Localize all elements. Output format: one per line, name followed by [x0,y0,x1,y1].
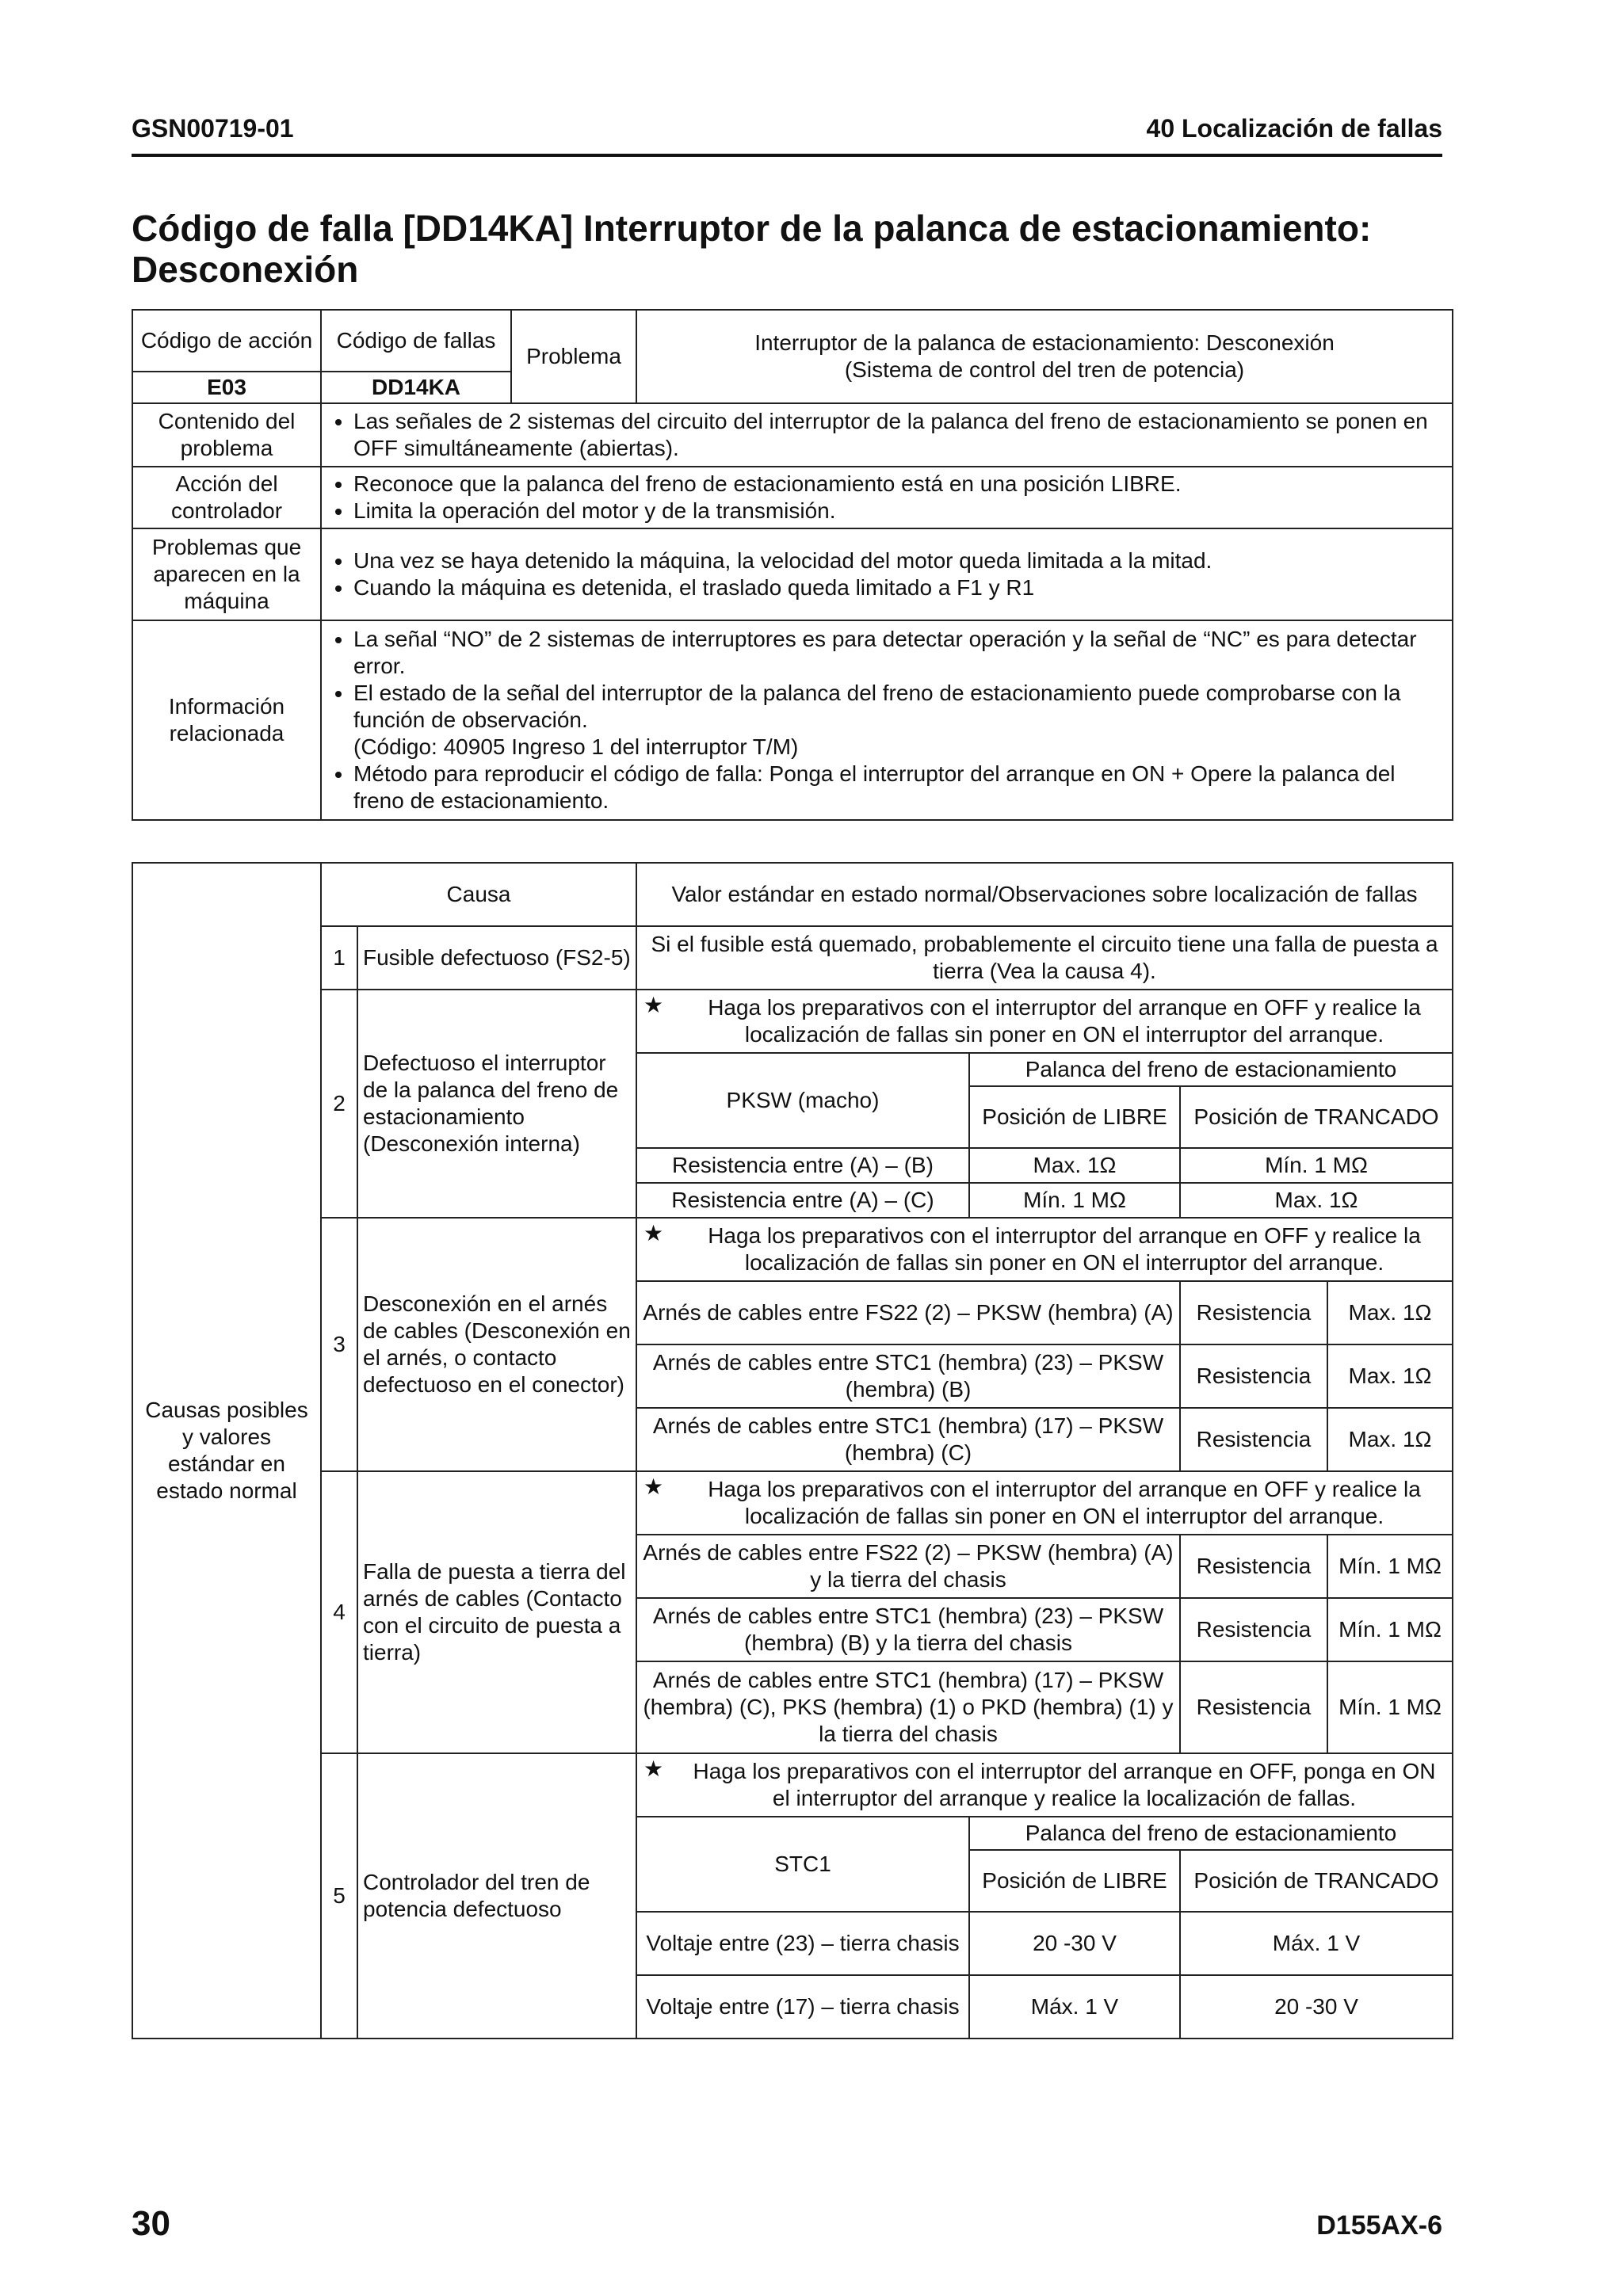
measure-value: Max. 1Ω [1327,1408,1453,1471]
cause-text: Fusible defectuoso (FS2-5) [357,926,636,990]
causes-table [132,862,1453,2039]
position-locked: Posición de TRANCADO [1180,1086,1453,1148]
position-locked: Posición de TRANCADO [1180,1850,1453,1912]
list-item: • Método para reproducir el código de falla: Ponga el interruptor del arranque en ON + Opere la palanca del freno de estacionamiento. [353,761,1447,814]
cause-number: 3 [321,1218,357,1471]
doc-code: GSN00719-01 [132,114,294,143]
content-label: Contenido del problema [132,403,321,467]
cause-number: 2 [321,990,357,1218]
causes-side-label: Causas posibles y valores estándar en estado normal [132,863,321,2039]
cause-number: 1 [321,926,357,990]
problem-description: Interruptor de la palanca de estacionamiento: Desconexión (Sistema de control del tren de potencia) [636,310,1453,403]
list-item: • Reconoce que la palanca del freno de estacionamiento está en una posición LIBRE. [353,471,1447,498]
value-locked: Mín. 1 MΩ [1180,1148,1453,1183]
position-free: Posición de LIBRE [969,1850,1180,1912]
model-name: D155AX-6 [1316,2210,1442,2241]
fault-info-table [132,309,1453,821]
cause-text: Controlador del tren de potencia defectuoso [357,1753,636,2039]
measure-type: Resistencia [1180,1535,1327,1598]
measure-label: Arnés de cables entre FS22 (2) – PKSW (hembra) (A) [636,1281,1180,1344]
value-header: Valor estándar en estado normal/Observaciones sobre localización de fallas [636,863,1453,926]
measure-label: Voltaje entre (17) – tierra chasis [636,1975,969,2039]
action-code-label: Código de acción [132,310,321,372]
machine-problems-text [321,528,1453,620]
measure-type: Resistencia [1180,1598,1327,1661]
measure-value: Max. 1Ω [1327,1281,1453,1344]
list-item: • Una vez se haya detenido la máquina, la velocidad del motor queda limitada a la mitad. [353,547,1447,574]
value-locked: Máx. 1 V [1180,1912,1453,1975]
machine-problems-label: Problemas que aparecen en la máquina [132,528,321,620]
measure-label: Resistencia entre (A) – (B) [636,1148,969,1183]
list-item: • La señal “NO” de 2 sistemas de interruptores es para detectar operación y la señal de “NC” es para detectar error. [353,626,1447,680]
preparation-note: ★ Haga los preparativos con el interruptor del arranque en OFF y realice la localización de fallas sin poner en ON el interruptor del arranque. [636,1218,1453,1281]
measure-label: Arnés de cables entre STC1 (hembra) (23) – PKSW (hembra) (B) y la tierra del chasis [636,1598,1180,1661]
value-free: Máx. 1 V [969,1975,1180,2039]
content-text [321,403,1453,467]
related-info-label: Información relacionada [132,620,321,820]
preparation-note: ★ Haga los preparativos con el interruptor del arranque en OFF y realice la localización de fallas sin poner en ON el interruptor del arranque. [636,990,1453,1053]
preparation-note: ★ Haga los preparativos con el interruptor del arranque en OFF, ponga en ON el interruptor del arranque y realice la localización de fallas. [636,1753,1453,1817]
measure-label: Resistencia entre (A) – (C) [636,1183,969,1218]
measure-value: Mín. 1 MΩ [1327,1598,1453,1661]
list-item: • Las señales de 2 sistemas del circuito del interruptor de la palanca del freno de estacionamiento se ponen en OFF simultáneamente (abiertas). [353,408,1447,462]
measure-label: Arnés de cables entre STC1 (hembra) (17) – PKSW (hembra) (C), PKS (hembra) (1) o PKD (hembra) (1) y la tierra del chasis [636,1661,1180,1753]
measure-type: Resistencia [1180,1661,1327,1753]
list-item: • Cuando la máquina es detenida, el traslado queda limitado a F1 y R1 [353,574,1447,601]
preparation-note: ★ Haga los preparativos con el interruptor del arranque en OFF y realice la localización de fallas sin poner en ON el interruptor del arranque. [636,1471,1453,1535]
measure-label: Voltaje entre (23) – tierra chasis [636,1912,969,1975]
measure-type: Resistencia [1180,1344,1327,1408]
list-item: • Limita la operación del motor y de la transmisión. [353,498,1447,524]
controller-action-text [321,467,1453,528]
cause-number: 4 [321,1471,357,1753]
measure-value: Max. 1Ω [1327,1344,1453,1408]
measure-value: Mín. 1 MΩ [1327,1661,1453,1753]
measure-type: Resistencia [1180,1408,1327,1471]
list-item: • El estado de la señal del interruptor de la palanca del freno de estacionamiento puede comprobarse con la función de observación. (Código: 40905 Ingreso 1 del interruptor T/M) [353,680,1447,761]
cause-number: 5 [321,1753,357,2039]
cause-remark: Si el fusible está quemado, probablemente el circuito tiene una falla de puesta a tierra (Vea la causa 4). [636,926,1453,990]
fault-code-value: DD14KA [321,372,511,403]
connector-label: PKSW (macho) [636,1053,969,1148]
value-free: Max. 1Ω [969,1148,1180,1183]
cause-text: Defectuoso el interruptor de la palanca del freno de estacionamiento (Desconexión interna) [357,990,636,1218]
measure-label: Arnés de cables entre FS22 (2) – PKSW (hembra) (A) y la tierra del chasis [636,1535,1180,1598]
cause-header: Causa [321,863,636,926]
controller-action-label: Acción del controlador [132,467,321,528]
value-locked: Max. 1Ω [1180,1183,1453,1218]
measure-value: Mín. 1 MΩ [1327,1535,1453,1598]
measure-label: Arnés de cables entre STC1 (hembra) (23) – PKSW (hembra) (B) [636,1344,1180,1408]
lever-header: Palanca del freno de estacionamiento [969,1817,1453,1850]
measure-label: Arnés de cables entre STC1 (hembra) (17) – PKSW (hembra) (C) [636,1408,1180,1471]
section-title: 40 Localización de fallas [1146,114,1442,143]
value-free: 20 -30 V [969,1912,1180,1975]
cause-text: Desconexión en el arnés de cables (Desconexión en el arnés, o contacto defectuoso en el conector) [357,1218,636,1471]
related-info-text [321,620,1453,820]
connector-label: STC1 [636,1817,969,1912]
cause-text: Falla de puesta a tierra del arnés de cables (Contacto con el circuito de puesta a tierra) [357,1471,636,1753]
page-title: Código de falla [DD14KA] Interruptor de la palanca de estacionamiento: Desconexión [132,208,1372,290]
problem-label: Problema [511,310,636,403]
value-free: Mín. 1 MΩ [969,1183,1180,1218]
page-number: 30 [132,2204,170,2243]
fault-code-label: Código de fallas [321,310,511,372]
lever-header: Palanca del freno de estacionamiento [969,1053,1453,1086]
measure-type: Resistencia [1180,1281,1327,1344]
value-locked: 20 -30 V [1180,1975,1453,2039]
position-free: Posición de LIBRE [969,1086,1180,1148]
page-header [132,109,1442,157]
action-code-value: E03 [132,372,321,403]
